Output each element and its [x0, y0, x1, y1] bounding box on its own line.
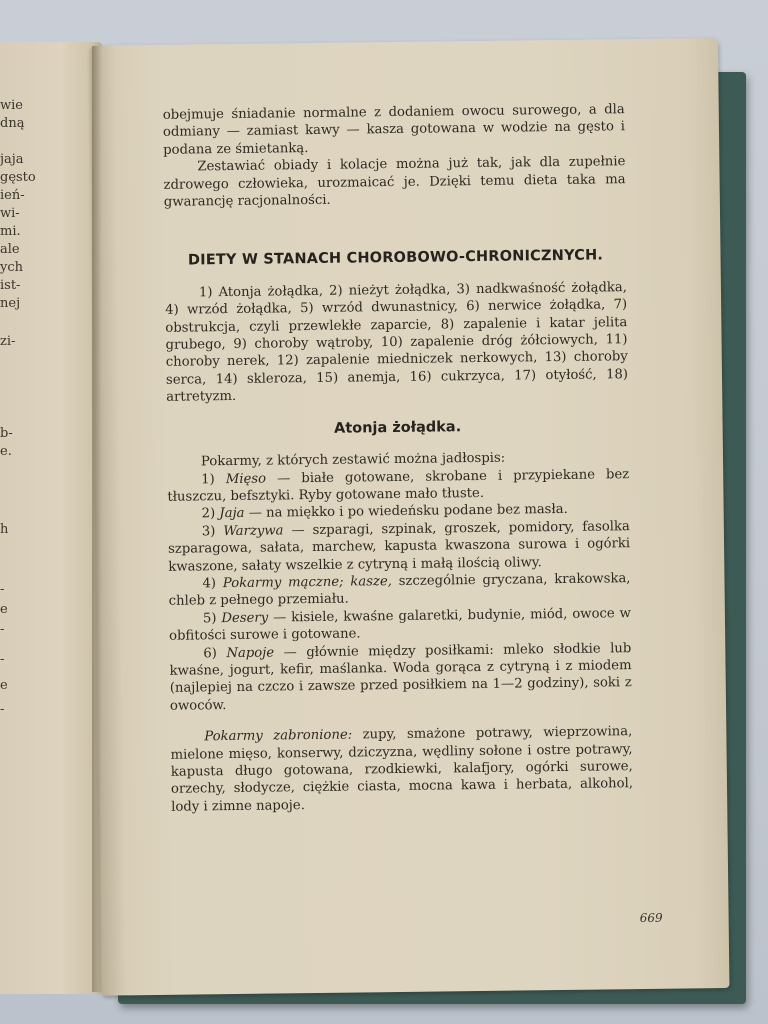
food-item-text: — białe gotowane, skrobane i przypiekane bez tłuszczu, befsztyki. Ryby gotowane mało tłuste.: [167, 466, 630, 505]
left-page-text-fragment: e.: [0, 444, 12, 459]
food-item-term: Mięso: [225, 471, 267, 487]
food-item-number: 2): [201, 506, 216, 522]
left-page-text-fragment: wi-: [0, 206, 20, 221]
left-page-text-fragment: -: [0, 582, 5, 597]
left-page: [0, 42, 102, 994]
intro-paragraph-2: Zestawiać obiady i kolacje można już tak, jak dla zupełnie zdrowego człowieka, urozmaicać je. Dzięki temu dieta taka ma gwarancję racjonalności.: [163, 154, 626, 210]
food-item-number: 4): [202, 576, 217, 592]
food-item-term: Napoje: [226, 645, 275, 661]
left-page-text-fragment: e: [0, 602, 8, 617]
food-item-term: Desery: [221, 610, 269, 626]
food-item-number: 6): [203, 645, 217, 661]
forbidden-foods-paragraph: [170, 723, 633, 816]
foods-intro: Pokarmy, z których zestawić można jadłospis:: [200, 450, 506, 470]
food-item-term: Jaja: [219, 506, 245, 522]
left-page-text-fragment: ych: [0, 260, 23, 275]
subsection-title: Atonja żołądka.: [333, 418, 462, 437]
left-page-text-fragment: b-: [0, 426, 13, 441]
food-item-text: — na miękko i po wiedeńsku podane bez masła.: [244, 502, 568, 522]
left-page-text-fragment: ist-: [0, 278, 21, 293]
left-page-text-fragment: dną: [0, 116, 25, 131]
page-text: [163, 101, 634, 816]
left-page-text-fragment: -: [0, 622, 5, 637]
forbidden-term: Pokarmy zabronione:: [204, 727, 353, 745]
food-item: [167, 466, 629, 506]
food-item: [168, 570, 630, 610]
food-item-number: 5): [202, 610, 217, 627]
left-page-text-fragment: ień-: [0, 188, 25, 203]
left-page-text-fragment: -: [0, 702, 5, 717]
left-page-text-fragment: gęsto: [0, 170, 36, 185]
left-page-text-fragment: ale: [0, 242, 20, 257]
left-page-text-fragment: mi.: [0, 224, 21, 239]
left-page-text-fragment: h: [0, 522, 9, 537]
food-item-term: Warzywa: [223, 523, 284, 539]
left-page-text-fragment: e: [0, 678, 8, 693]
food-item-term: Pokarmy mączne; kasze,: [222, 573, 392, 592]
left-page-text-fragment: zi-: [0, 334, 16, 349]
disease-list-paragraph: 1) Atonja żołądka, 2) nieżyt żołądka, 3) nadkwaśność żołądka, 4) wrzód żołądka, 5) wrzód dwunastnicy, 6) nerwice żołądka, 7) obstrukcja, czyli przewlekłe zaparcie, 8) zapalenie i katar jelita grubego, 9) choroby wątroby, 10) zapalenie dróg żółciowych, 11) choroby nerek, 12) zapalenie miedniczek nerkowych, 13) choroby serca, 14) skleroza, 15) anemja, 16) cukrzyca, 17) otyłość, 18) artretyzm.: [165, 280, 629, 406]
food-item-text: szczególnie gryczana, krakowska, chleb z pełnego przemiału.: [168, 571, 631, 610]
page-crease: [92, 46, 102, 992]
left-page-text-fragment: jaja: [0, 152, 24, 167]
food-item: [168, 518, 631, 576]
right-page: [90, 38, 730, 996]
left-page-text-fragment: -: [0, 652, 5, 667]
food-item: [169, 640, 632, 715]
food-item-text: — głównie między posiłkami: mleko słodkie lub kwaśne, jogurt, kefir, maślanka. Woda gorąca z cytryną i z miodem (najlepiej na czczo i zawsze przed posiłkiem na 1—2 godziny), soki z owoców.: [169, 640, 632, 714]
left-page-text-fragment: wie: [0, 98, 23, 113]
food-item-number: 3): [201, 523, 216, 540]
food-item-number: 1): [201, 471, 215, 487]
food-items-list: [167, 466, 632, 715]
section-title: DIETY W STANACH CHOROBOWO-CHRONICZNYCH.: [187, 247, 604, 269]
food-item: [169, 605, 631, 645]
intro-paragraph-1: obejmuje śniadanie normalne z dodaniem owocu surowego, a dla odmiany — zamiast kawy — kasza gotowana w wodzie na gęsto i podana ze śmietanką.: [162, 102, 626, 158]
food-item-text: — kisiele, kwaśne galaretki, budynie, miód, owoce w obfitości surowe i gotowane.: [169, 605, 631, 644]
left-page-text-fragment: nej: [0, 296, 21, 311]
page-number: 669: [639, 910, 663, 926]
forbidden-text: zupy, smażone potrawy, wieprzowina, mielone mięso, konserwy, dziczyzna, wędliny sołone i ostre potrawy, kapusta długo gotowana, rzodkiewki, kalafjory, ogórki surowe, orzechy, słodycze, ciężkie ciasta, mocna kawa i herbata, alkohol, lody i zimne napoje.: [170, 724, 634, 815]
food-item-text: — szparagi, szpinak, groszek, pomidory, fasolka szparagowa, sałata, marchew, kapusta kwaszona surowa i ogórki kwaszone, sałaty wszelkie z cytryną i małą ilością oliwy.: [167, 518, 631, 575]
